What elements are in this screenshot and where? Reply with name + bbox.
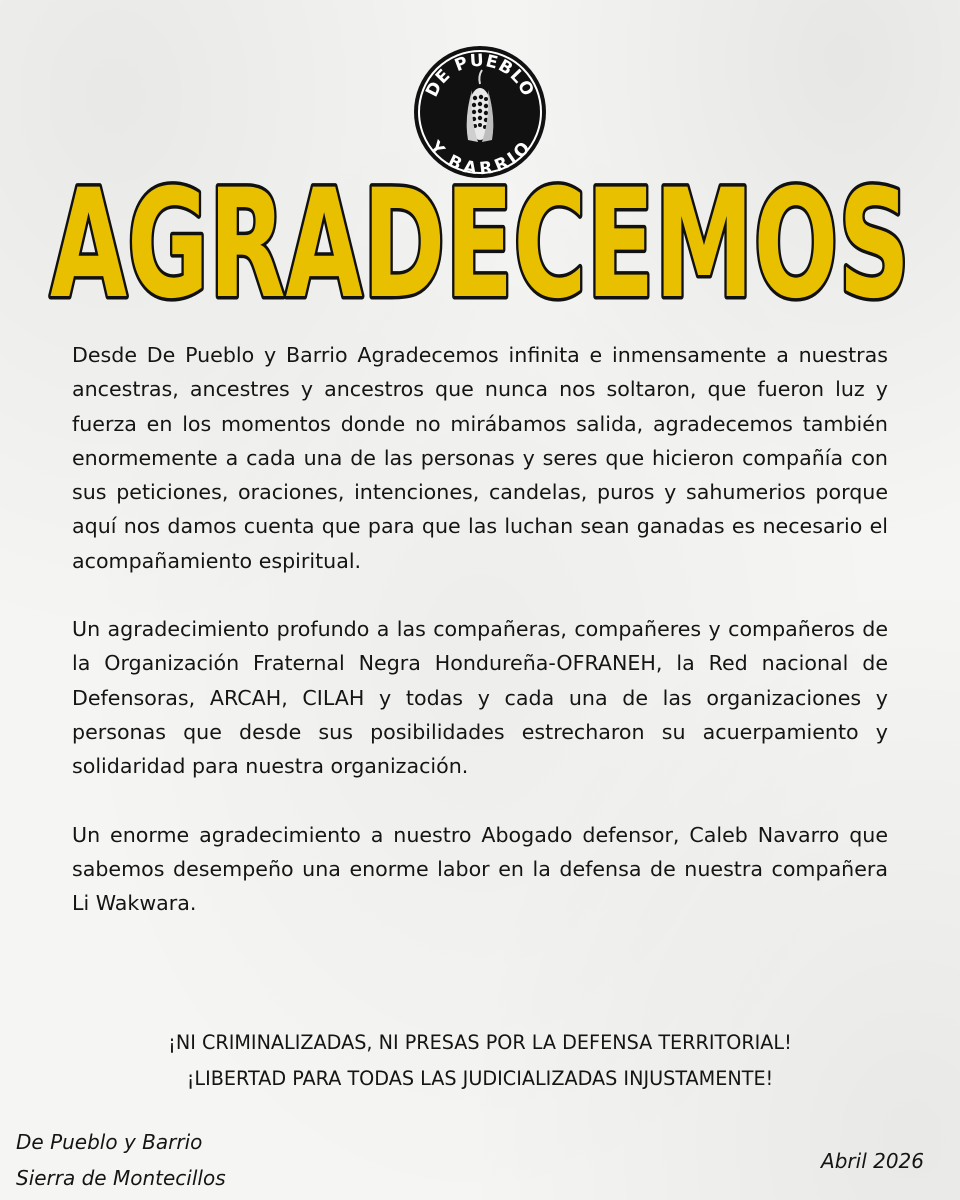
slogan-freedom: ¡LIBERTAD PARA TODAS LAS JUDICIALIZADAS INJUSTAMENTE! bbox=[186, 1067, 774, 1090]
logo-text-top: DE PUEBLO bbox=[422, 50, 538, 101]
signature-org: De Pueblo y Barrio bbox=[16, 1130, 203, 1154]
slogan-criminalization: ¡NI CRIMINALIZADAS, NI PRESAS POR LA DEFENSA TERRITORIAL! bbox=[168, 1031, 792, 1054]
signature-place: Sierra de Montecillos bbox=[16, 1166, 226, 1190]
slogans bbox=[40, 1025, 920, 1097]
de-pueblo-y-barrio-logo bbox=[412, 44, 548, 180]
paragraph-organizations: Un agradecimiento profundo a las compañeras, compañeres y compañeros de la Organización Fraternal Negra Hondureña-OFRANEH, la Red nacional de Defensoras, ARCAH, CILAH y todas y cada una de las organizaciones y personas que desde sus posibilidades estrecharon su acuerpamiento y solidaridad para nuestra organización. bbox=[72, 617, 888, 779]
paragraph-lawyer: Un enorme agradecimiento a nuestro Abogado defensor, Caleb Navarro que sabemos desempeño una enorme labor en la defensa de nuestra compañera Li Wakwara. bbox=[72, 822, 888, 916]
date-label: Abril 2026 bbox=[821, 1149, 924, 1173]
page-title bbox=[30, 164, 930, 324]
paragraph-ancestors: Desde De Pueblo y Barrio Agradecemos infinita e inmensamente a nuestras ancestras, ancestres y ancestros que nunca nos soltaron, que fueron luz y fuerza en los momentos donde no mirábamos salida, agradecemos también enormemente a cada una de las personas y seres que hicieron compañía con sus peticiones, oraciones, intenciones, candelas, puros y sahumerios porque aquí nos damos cuenta que para que las luchan sean ganadas es necesario el acompañamiento espiritual. bbox=[72, 343, 888, 573]
message-body bbox=[72, 338, 888, 954]
logo-text-bottom: Y BARRIO bbox=[424, 137, 536, 180]
signature-block bbox=[16, 1124, 226, 1196]
page-title-text: AGRADECEMOS bbox=[50, 164, 910, 324]
